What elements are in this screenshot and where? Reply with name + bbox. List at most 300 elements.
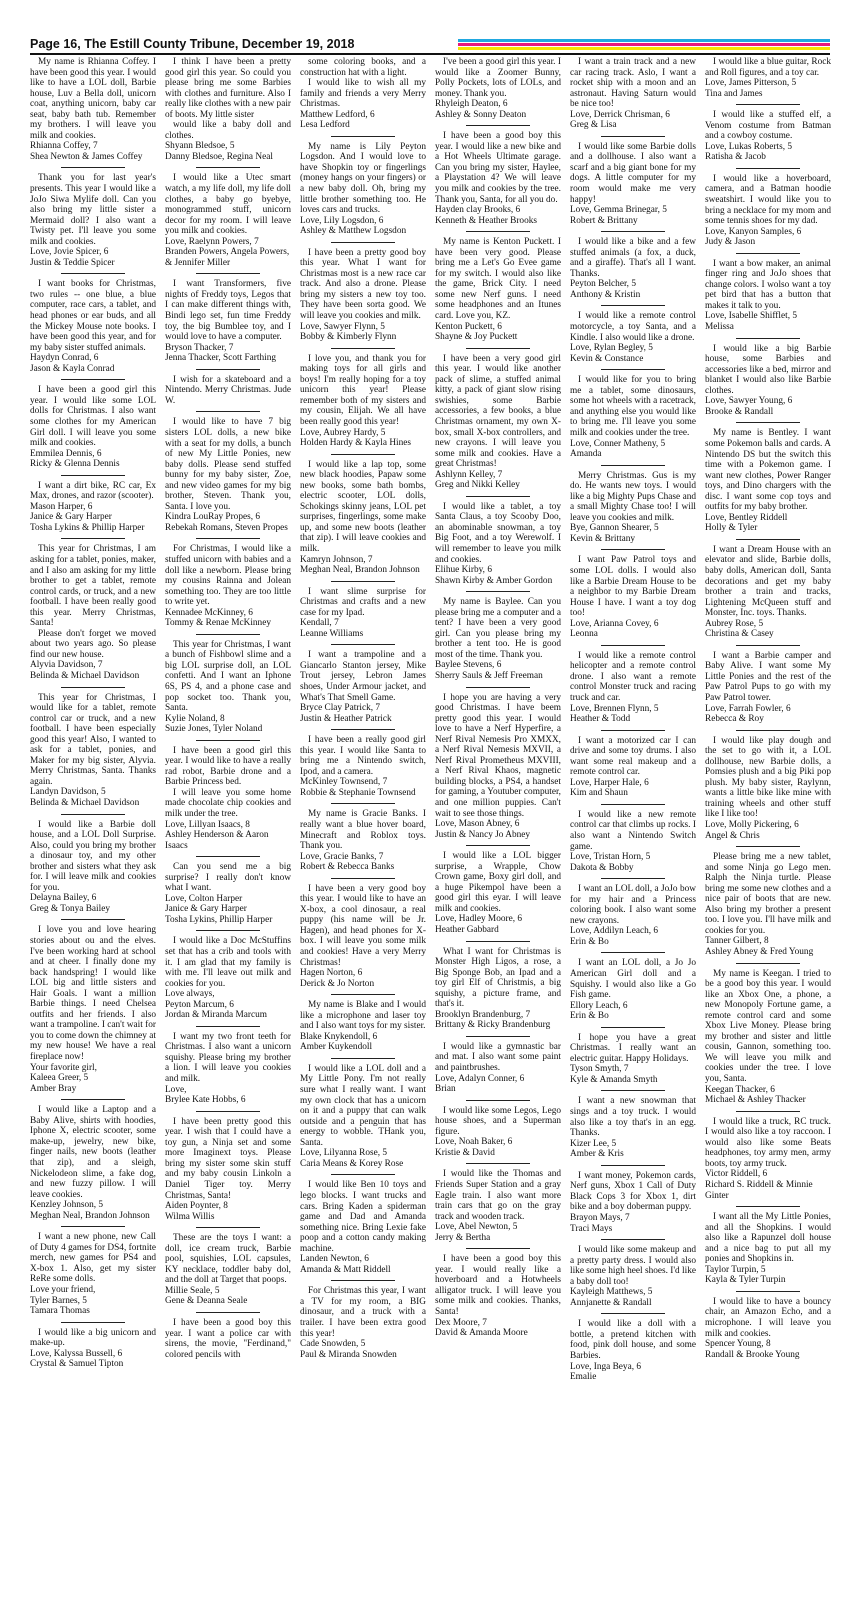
letter-signature: Tina and James [705, 88, 763, 99]
letter-signature: Love, Gemma Brinegar, 5 [570, 205, 667, 216]
santa-letter [300, 809, 426, 872]
santa-letter [30, 925, 156, 1094]
santa-letter [165, 746, 291, 851]
letter-signature: Love, Rylan Begley, 5 [570, 343, 653, 354]
letter-body: I would like a stuffed elf, a Venom costume from Batman and a cowboy costume. [705, 110, 831, 142]
santa-letter [300, 1286, 426, 1360]
letter-body: Merry Christmas. Gus is my do. He wants new toys. I would like a big Mighty Pups Chase and a small Mighty Chase too! I will leave you cookies and milk. [570, 470, 696, 523]
santa-letter [435, 1169, 561, 1243]
letter-separator [466, 1036, 530, 1037]
letter-signature: Love, [165, 1084, 187, 1095]
letter-body: This year for Christmas, I want a bunch of Fishbowl slime and a big LOL surprise doll, an LOL confetti. And I want an Iphone 6S, PS 4, and a phone case and pop socket too. Thank you, Santa. [165, 639, 291, 714]
letter-signature: Love, Lillyan Isaacs, 8 [165, 819, 250, 830]
letter-signature: Love, Lukas Roberts, 5 [705, 141, 793, 152]
letter-signature: Love, Sawyer Young, 6 [705, 396, 793, 407]
letter-signature: Belinda & Michael Davidson [30, 670, 140, 681]
letter-signature: Janice & Gary Harper [30, 512, 112, 523]
letter-body: I want slime surprise for Christmas and crafts and a new case for my Ipad. [300, 586, 426, 618]
letter-body: I want a Dream House with an elevator and slide, Barbie dolls, baby dolls, American doll, Santa decorations and get my baby brother a train and tracks, Lightening McQueen stuff and Monster, Inc. toys. Thanks. [705, 544, 831, 619]
letter-body: I have been a good boy this year. I would really like a hoverboard and a Hotwheels alligator truck. I will leave you some milk and cookies. Thanks, Santa! [435, 1254, 561, 1317]
letter-signature: Rebecca & Roy [705, 714, 764, 725]
letter-signature: Kevin & Constance [570, 353, 644, 364]
santa-letter [165, 862, 291, 925]
letter-signature: Tanner Gilbert, 8 [705, 936, 769, 947]
letter-separator [61, 1322, 125, 1323]
letter-signature: Delayna Bailey, 6 [30, 893, 97, 904]
letter-signature: Love, Bentley Riddell [705, 512, 788, 523]
letter-body: I would like play dough and the set to go with it, a LOL dollhouse, new Barbie dolls, a Pomsies plush and a big Piki pop plush. My baby sister, Raylynn, wants a little bike like mine with training wheels and other stuff like I like too! [705, 735, 831, 820]
santa-letter [570, 311, 696, 364]
letter-signature: Keegan Thacker, 6 [705, 1084, 775, 1095]
magenta-bar [458, 43, 830, 46]
santa-letter [570, 375, 696, 459]
letter-body: This year for Christmas, I am asking for a tablet, ponies, maker, and I also am asking for my little brother to get a tablet, remote control cards, or truck, and a new football. I have been really good this year. Merry Christmas, Santa! [30, 544, 156, 629]
letter-body: Please don't forget we moved about two years ago. So please find our new house. [30, 628, 156, 660]
letter-body: I will leave you some home made chocolate chip cookies and milk under the tree. [165, 787, 291, 819]
letter-body: For Christmas, I would like a stuffed unicorn with babies and a doll like a newborn. Please bring my cousins Rainna and Jolean something too. They are too little to write yet. [165, 544, 291, 608]
letter-signature: Kylie Noland, 8 [165, 713, 225, 724]
letter-separator [331, 242, 395, 243]
letter-signature: Bryce Clay Patrick, 7 [300, 703, 381, 714]
letter-body: I would like a Barbie doll house, and a LOL Doll Surprise. Also, could you bring my brother a dinosaur toy, and my other brother and sisters what they ask for. I will leave milk and cookies for you. [30, 819, 156, 893]
letter-signature: Love your friend, [30, 1284, 96, 1295]
letter-body: I want all the My Little Ponies, and all the Shopkins. I would also like a Rapunzel doll house and a nice bag to put all my ponies and Shopkins in. [705, 1212, 831, 1265]
column-5 [570, 57, 696, 1617]
santa-letter [30, 1232, 156, 1316]
santa-letter [165, 640, 291, 735]
letter-body: I hope you have a great Christmas. I really want an electric guitar. Happy Holidays. [570, 1032, 696, 1064]
letter-signature: Tyler Barnes, 5 [30, 1295, 87, 1306]
santa-letter [705, 57, 831, 99]
santa-letter [165, 1318, 291, 1360]
letter-signature: Leanne Williams [300, 628, 364, 639]
letter-signature: Bobby & Kimberly Flynn [300, 332, 397, 343]
letter-signature: Love, Inga Beya, 6 [570, 1361, 641, 1372]
letter-signature: Tyson Smyth, 7 [570, 1064, 629, 1075]
letter-signature: Bye, Gannon Shearer, 5 [570, 523, 659, 534]
column-1 [30, 57, 156, 1617]
letter-body: I would like a blue guitar, Rock and Roll figures, and a toy car. [705, 57, 831, 78]
page-title: Page 16, The Estill County Tribune, December 19, 2018 [30, 37, 355, 51]
letter-signature: Kayleigh Matthews, 5 [570, 1287, 653, 1298]
santa-letter [570, 1171, 696, 1234]
letter-body: I want books for Christmas, two rules -- one blue, a blue computer, race cars, a tablet, and head phones or ear buds, and all the Mickey Mouse note books. I have been good this year, and for my baby sister stuffed animals. [30, 279, 156, 353]
letter-signature: Mason Harper, 6 [30, 501, 93, 512]
letter-body: I would like a new remote control car that climbs up rocks. I also want a Nintendo Switch game. [570, 809, 696, 852]
letter-separator [601, 231, 665, 232]
letter-body: I would like a remote control helicopter and a remote control drone. I also want a remote control Monster truck and racing truck and car. [570, 650, 696, 703]
santa-letter [30, 173, 156, 268]
santa-letter [300, 460, 426, 576]
letter-signature: Derick & Jo Norton [300, 978, 375, 989]
letter-body: I want money, Pokemon cards, Nerf guns, Xbox 1 Call of Duty Black Cops 3 for Xbox 1, dirt bike and a boy doberman puppy. [570, 1170, 696, 1213]
letter-body: I have been a good girl this year. I would like some LOL dolls for Christmas. I also want some clothes for my American Girl doll. I will leave you some milk and cookies. [30, 385, 156, 449]
letter-signature: Love, Farrah Fowler, 6 [705, 703, 791, 714]
letter-body: some coloring books, and a construction hat with a light. [300, 57, 426, 78]
letter-separator [601, 804, 665, 805]
letter-signature: Kenzley Johnson, 5 [30, 1200, 104, 1211]
letter-signature: Amber Kuykendoll [300, 1042, 373, 1053]
letter-body: I want a bow maker, an animal finger ring and JoJo shoes that change colors. I wolso want a toy pet bird that has a button that makes it talk to you. [705, 258, 831, 311]
letter-separator [331, 454, 395, 455]
letter-body: I would like to have a bouncy chair, an Amazon Echo, and a microphone. I will leave you milk and cookies. [705, 1296, 831, 1339]
letter-signature: Richard S. Riddell & Minnie Ginter [705, 1179, 813, 1201]
letter-signature: Amanda [570, 449, 602, 460]
letter-signature: Erin & Bo [570, 1011, 609, 1022]
letter-signature: Ashlynn Kelley, 7 [435, 469, 503, 480]
santa-letter [570, 1096, 696, 1159]
letter-signature: Ellory Leach, 6 [570, 1000, 628, 1011]
santa-letter [570, 1245, 696, 1308]
letter-body: I would like a Laptop and a Baby Alive, shirts with hoodies, Iphone X, electric scooter, some make-up, jewelry, new bike, finger nails, new boots (leather that zip), and a sleigh, Nickelodeon slime, a fake dog, and new fuzzy pillow. I will leave cookies. [30, 1105, 156, 1200]
letter-separator [601, 878, 665, 879]
santa-letter [435, 131, 561, 226]
letter-signature: Judy & Jason [705, 237, 756, 248]
letter-signature: Branden Powers, Angela Powers, & Jennifer Miller [165, 247, 290, 268]
letter-signature: Peyton Belcher, 5 [570, 279, 636, 290]
letter-separator [601, 369, 665, 370]
letter-signature: Randall & Brooke Young [705, 1349, 800, 1360]
letter-signature: Robert & Brittany [570, 215, 638, 226]
letter-body: I would like for you to bring me a tablet, some dinosaurs, some hot wheels with a racetrack, and anything else you would like to bring me. I'll leave you some milk and cookies under the tree. [570, 375, 696, 438]
letter-separator [196, 273, 260, 274]
santa-letter [30, 1105, 156, 1221]
santa-letter [165, 375, 291, 407]
letter-signature: Greg & Lisa [570, 120, 617, 131]
letter-signature: Landen Newton, 6 [300, 1254, 369, 1265]
letter-signature: Greg & Tonya Bailey [30, 903, 110, 914]
letter-signature: Holden Hardy & Kayla Hines [300, 438, 412, 449]
letter-signature: Belinda & Michael Davidson [30, 798, 140, 808]
letter-separator [196, 369, 260, 370]
letter-signature: Kayla & Tyler Turpin [705, 1275, 786, 1286]
letter-separator [466, 348, 530, 349]
letter-separator [331, 803, 395, 804]
santa-letter [705, 545, 831, 640]
letter-signature: Kamryn Johnson, 7 [300, 554, 373, 565]
letter-separator [466, 1248, 530, 1249]
santa-letter [705, 110, 831, 163]
santa-letter [165, 279, 291, 363]
santa-letter [165, 1032, 291, 1106]
letter-separator [61, 167, 125, 168]
letter-separator [61, 1226, 125, 1227]
letter-signature: Holly & Tyler [705, 523, 758, 534]
letter-signature: Love, Addilyn Leach, 6 [570, 926, 659, 937]
letter-signature: Love, Derrick Chrisman, 6 [570, 109, 670, 120]
letter-body: I've been a good girl this year. I would like a Zoomer Bunny, Polly Pockets, lots of LOLs, and money. Thank you. [435, 57, 561, 99]
letter-body: I would like a hoverboard, camera, and a Batman hoodie sweatshirt. I would like you to bring a necklace for my mom and some tennis shoes for my dad. [705, 173, 831, 227]
letter-signature: Love, Arianna Covey, 6 [570, 618, 659, 629]
santa-letter [165, 1233, 291, 1307]
letter-separator [331, 1280, 395, 1281]
letter-signature: Dex Moore, 7 [435, 1317, 487, 1328]
letter-signature: Anthony & Kristin [570, 289, 641, 300]
letter-signature: Janice & Gary Harper [165, 904, 247, 915]
letter-signature: Angel & Chris [705, 830, 760, 841]
letter-body: I think I have been a pretty good girl this year. So could you please bring me some Barbies with clothes and furniture. Also I really like clothes with a new pair of boots. My little sister [165, 57, 291, 120]
letter-separator [61, 273, 125, 274]
santa-letter [705, 1212, 831, 1286]
letter-signature: Brayon Mays, 7 [570, 1212, 630, 1223]
letter-signature: Jordan & Miranda Marcum [165, 1010, 267, 1021]
letter-signature: Brylee Kate Hobbs, 6 [165, 1095, 246, 1106]
santa-letter [570, 736, 696, 799]
letter-signature: Love, Mason Abney, 6 [435, 819, 520, 830]
letter-signature: Dakota & Bobby [570, 862, 634, 873]
letter-body: I would like a LOL doll and a My Little Pony. I'm not really sure what I really want. I want my own clock that has a unicorn on it and a puppy that can walk outside and a penguin that has energy to wobble. THank you, Santa. [300, 1063, 426, 1148]
letter-signature: Brooke & Randall [705, 406, 774, 417]
letter-signature: Elihue Kirby, 6 [435, 565, 492, 576]
letter-separator [331, 644, 395, 645]
letter-signature: Brittany & Ricky Brandenburg [435, 1020, 551, 1031]
letter-body: I would like a Utec smart watch, a my life doll, my life doll clothes, a baby go byebye, monogrammed stuff, unicorn decor for my room. I will leave you milk and cookies. [165, 173, 291, 237]
letter-separator [466, 591, 530, 592]
letter-signature: Emmilea Dennis, 6 [30, 448, 102, 459]
letter-signature: Wilma Willis [165, 1211, 215, 1222]
letter-signature: Heather Gabbard [435, 925, 499, 936]
letter-separator [601, 136, 665, 137]
letter-body: My name is Lily Peyton Logsdon. And I would love to have Shopkin toy or fingerlings (money hangs on your fingers) or a new baby doll. Oh, bring my little brother something too. He loves cars and trucks. [300, 141, 426, 216]
letter-body: I love you, and thank you for making toys for all girls and boys! I'm really hoping for a toy unicorn this year! Please remember both of my sisters and my cousin, Elijah. We all have been really good this year! [300, 353, 426, 427]
letter-separator [601, 1165, 665, 1166]
letter-signature: Meghan Neal, Brandon Johnson [300, 565, 420, 576]
letter-signature: Ashley & Sonny Deaton [435, 109, 527, 120]
letter-separator [736, 730, 800, 731]
letter-separator [466, 231, 530, 232]
letter-separator [601, 1090, 665, 1091]
letter-signature: Kristie & David [435, 1147, 495, 1158]
letter-body: I would like a gymnastic bar and mat. I also want some paint and paintbrushes. [435, 1041, 561, 1074]
santa-letter [30, 544, 156, 681]
letter-signature: Jenna Thacker, Scott Farthing [165, 353, 276, 364]
letter-body: I want my two front teeth for Christmas. I also want a unicorn squishy. Please bring my brother a lion. I will leave you cookies and milk. [165, 1031, 291, 1085]
letter-separator [736, 253, 800, 254]
letter-signature: Aubrey Rose, 5 [705, 618, 764, 629]
letter-body: I have been a very good girl this year. I would like another pack of slime, a stuffed animal kitty, a pack of giant slow rising swishies, some Barbie accessories, a few books, a blue Christmas ornament, my own X-box, small X-box controllers, and new crayons. I will leave you some milk and cookies. Have a great Christmas! [435, 353, 561, 470]
letter-body: I would like a doll with a bottle, a pretend kitchen with food, pink doll house, and some Barbies. [570, 1319, 696, 1361]
letter-separator [736, 1291, 800, 1292]
letter-separator [736, 104, 800, 105]
letter-separator [331, 581, 395, 582]
santa-letter [300, 354, 426, 449]
letter-signature: Justin & Heather Patrick [300, 713, 392, 724]
letter-signature: Love, Lilyanna Rose, 5 [300, 1148, 388, 1159]
letter-signature: Hayden clay Brooks, 6 [435, 205, 521, 216]
letter-separator [466, 941, 530, 942]
letter-signature: Amber Bray [30, 1083, 77, 1094]
letter-separator [196, 1111, 260, 1112]
letter-separator [196, 1227, 260, 1228]
letter-body: I want a train track and a new car racing track. Aslo, I want a rocket ship with a moon and an astronaut. Having Saturn would be nice too! [570, 57, 696, 110]
santa-letter [435, 851, 561, 935]
letter-separator [331, 348, 395, 349]
santa-letter [705, 736, 831, 841]
letter-body: I want a motorized car I can drive and some toy drums. I also want some real makeup and a remote control car. [570, 735, 696, 778]
letter-body: My name is Baylee. Can you please bring me a computer and a tent? I have been a very good girl. Can you please bring my brother a tent too. He is good most of the time. Thank you. [435, 597, 561, 660]
letter-signature: Love, Isabelle Shifflet, 5 [705, 311, 797, 322]
santa-letter [165, 173, 291, 268]
santa-letter [435, 947, 561, 1031]
letter-signature: Greg and Nikki Kelley [435, 480, 520, 491]
santa-letter [165, 1117, 291, 1222]
letter-body: I would like some makeup and a pretty party dress. I would also like some high heel shoes. I'd like a baby doll too! [570, 1245, 696, 1287]
letter-separator [61, 538, 125, 539]
letter-signature: Peyton Marcum, 6 [165, 999, 234, 1010]
letter-body: My name is Blake and I would like a microphone and laser toy and I also want toys for my sister. [300, 1000, 426, 1032]
santa-letter [570, 1319, 696, 1382]
letter-separator [61, 687, 125, 688]
letter-body: I want Paw Patrol toys and some LOL dolls. I would also like a Barbie Dream House to be a neighbor to my Barbie Dream House I have. I want a toy dog too! [570, 555, 696, 619]
letter-separator [736, 1111, 800, 1112]
letter-separator [736, 422, 800, 423]
letter-body: I want a Barbie camper and Baby Alive. I want some My Little Ponies and the rest of the Paw Patrol Pups to go with my Paw Patrol tower. [705, 650, 831, 703]
letter-separator [196, 740, 260, 741]
letter-body: I want an LOL doll, a Jo Jo American Girl doll and a Squishy. I would also like a Go Fish game. [570, 958, 696, 1001]
letter-signature: Love, Brennen Flynn, 5 [570, 703, 659, 714]
letter-separator [736, 1206, 800, 1207]
letter-body: Thank you for last year's presents. This year I would like a JoJo Siwa Mylife doll. Can you also bring my little sister a Mermaid doll? I also want a Twisty pet. I'll leave you some milk and cookies. [30, 173, 156, 247]
letter-body: What I want for Christmas is Monster High Ligos, a rose, a Big Sponge Bob, an Ipad and a toy girl Elf of Christmis, a big squishy, a picture frame, and that's it. [435, 946, 561, 1010]
letter-body: I would like Ben 10 toys and lego blocks. I want trucks and cars. Bring Kaden a spiderman game and Dad and Amanda something nice. Bring Lexie fake poop and a cotton candy making machine. [300, 1180, 426, 1254]
letter-signature: Matthew Ledford, 6 [300, 109, 375, 120]
santa-letter [435, 1042, 561, 1095]
letter-separator [736, 539, 800, 540]
letter-body: My name is Keegan. I tried to be a good boy this year. I would like an Xbox One, a phone, a new Monopoly Fortune game, a remote control card and some Xbox Live Money. Please bring my brother and sister and little cousin, Gannon, something too. We will leave you milk and cookies under the tree. I love you, Santa. [705, 968, 831, 1085]
santa-letter [165, 417, 291, 533]
santa-letter [705, 852, 831, 957]
santa-letter [570, 958, 696, 1021]
santa-letter [705, 1297, 831, 1360]
letter-signature: Love, Abel Newton, 5 [435, 1222, 518, 1233]
letter-signature: Millie Seale, 5 [165, 1285, 220, 1296]
letter-signature: Cade Snowden, 5 [300, 1339, 366, 1350]
santa-letter [30, 693, 156, 809]
letter-separator [196, 634, 260, 635]
letter-separator [466, 1163, 530, 1164]
letter-separator [331, 729, 395, 730]
letter-signature: Sherry Sauls & Jeff Freeman [435, 670, 543, 681]
santa-letter [570, 1033, 696, 1086]
santa-letter [435, 597, 561, 681]
letter-signature: Blake Knykendoll, 6 [300, 1031, 378, 1042]
santa-letter [705, 651, 831, 725]
letter-signature: Justin & Nancy Jo Abney [435, 829, 531, 840]
santa-letter [300, 1064, 426, 1169]
santa-letter [570, 57, 696, 131]
letter-signature: Crystal & Samuel Tipton [30, 1359, 124, 1370]
santa-letter [300, 57, 426, 131]
letter-body: I have been a good boy this year. I want a police car with sirens, the movie, "Ferdinand," colored pencils with [165, 1317, 291, 1360]
letter-separator [196, 538, 260, 539]
letter-signature: Jerry & Bertha [435, 1232, 491, 1243]
letter-signature: McKinley Townsend, 7 [300, 777, 388, 788]
letter-body: Can you send me a big surprise? I really don't know what I want. [165, 862, 291, 894]
letter-body: My name is Rhianna Coffey. I have been good this year. I would like to have a LOL doll, Barbie house, Luv a Bella doll, unicorn coat, anything unicorn, baby car seat, baby bath tub. Remember my brothers. I will leave you milk and cookies. [30, 57, 156, 141]
letter-signature: Kaleea Greer, 5 [30, 1073, 89, 1084]
letter-separator [736, 963, 800, 964]
letter-signature: Love, Sawyer Flynn, 5 [300, 321, 385, 332]
letter-body: I want a trampoline and a Giancarlo Stanton jersey, Mike Trout jersey, Lebron James shoes, Under Armour jacket, and What's That Smell Game. [300, 650, 426, 703]
letter-body: These are the toys I want: a doll, ice cream truck, Barbie pool, squishies, LOL capsules, KY necklace, toddler baby dol, and the doll at Target that poops. [165, 1233, 291, 1286]
letter-signature: Shayne & Joy Puckett [435, 332, 518, 343]
letter-body: I wish for a skateboard and a Nintendo. Merry Christmas. Jude W. [165, 374, 291, 406]
letter-signature: Baylee Stevens, 6 [435, 660, 502, 671]
letter-body: I would like a remote control motorcycle, a toy Santa, and a Kindle. I also would like a drone. [570, 311, 696, 343]
santa-letter [30, 1328, 156, 1370]
letter-body: I would like a truck, RC truck. I would also like a toy raccoon. I would also like some Beats headphones, toy army men, army boots, toy army truck. [705, 1116, 831, 1169]
santa-letter [570, 471, 696, 545]
letter-body: I would like some Legos, Lego house shoes, and a Superman figure. [435, 1105, 561, 1137]
letter-body: I have been a good girl this year. I would like to have a really rad robot, Barbie drone and a Barbie Princess bed. [165, 745, 291, 788]
letter-signature: Taylor Turpin, 5 [705, 1264, 766, 1275]
letter-separator [601, 730, 665, 731]
letter-signature: Spencer Young, 8 [705, 1339, 771, 1350]
letter-signature: Kevin & Brittany [570, 533, 636, 544]
santa-letter [570, 555, 696, 639]
letter-signature: Paul & Miranda Snowden [300, 1349, 397, 1360]
letter-signature: Love, Harper Hale, 6 [570, 777, 649, 788]
letter-separator [196, 167, 260, 168]
letter-body: I would like a bike and a few stuffed animals (a fox, a duck, and a giraffe). That's all I want. Thanks. [570, 237, 696, 279]
letter-separator [466, 496, 530, 497]
letter-signature: Love, Raelynn Powers, 7 [165, 236, 259, 247]
letter-body: I would like a tablet, a toy Santa Claus, a toy Scooby Doo, an abominable snowman, a toy Big Foot, and a toy Werewolf. I will remember to leave you milk and cookies. [435, 501, 561, 565]
letter-body: would like a baby doll and clothes. [165, 120, 291, 141]
letter-separator [61, 919, 125, 920]
santa-letter [300, 884, 426, 989]
letter-signature: Love, Colton Harper [165, 893, 243, 904]
column-3 [300, 57, 426, 1617]
letter-signature: Amber & Kris [570, 1149, 624, 1160]
cyan-bar [458, 39, 830, 42]
santa-letter [435, 354, 561, 491]
letter-signature: Lesa Ledford [300, 120, 350, 131]
letter-separator [601, 1239, 665, 1240]
letter-body: My name is Bentley. I want some Pokemon balls and cards. A Nintendo DS but the switch this time with a Pokemon game. I want new clothes, Power Ranger toys, and Dino chargers with the disc. I want some cop toys and outfits for my baby brother. [705, 428, 831, 513]
letter-signature: Traci Mays [570, 1223, 613, 1234]
letter-separator [601, 1027, 665, 1028]
letter-separator [601, 1313, 665, 1314]
santa-letter [435, 502, 561, 586]
santa-letter [705, 969, 831, 1106]
letter-separator [331, 1058, 395, 1059]
letter-signature: Kyle & Amanda Smyth [570, 1074, 658, 1085]
letter-signature: Kizer Lee, 5 [570, 1138, 617, 1149]
santa-letter [300, 735, 426, 798]
letter-signature: Rebekah Romans, Steven Propes [165, 522, 288, 533]
letter-separator [466, 125, 530, 126]
santa-letter [570, 237, 696, 300]
letter-body: I would like the Thomas and Friends Super Station and a gray Eagle train. I also want more train cars that go on the gray track and wooden track. [435, 1169, 561, 1222]
yellow-bar [458, 47, 830, 50]
letter-signature: Shea Newton & James Coffey [30, 151, 143, 162]
letter-signature: Bryson Thacker, 7 [165, 342, 234, 353]
santa-letter [705, 428, 831, 533]
letter-body: For Christmas this year, I want a TV for my room, a BIG dinosaur, and a truck with a trailer. I have been extra good this year! [300, 1286, 426, 1339]
letter-body: I want a dirt bike, RC car, Ex Max, drones, and razor (scooter). [30, 480, 156, 502]
letter-signature: Love, Jovie Spicer, 6 [30, 247, 109, 258]
santa-letter [705, 259, 831, 333]
letter-separator [736, 645, 800, 646]
letter-separator [466, 687, 530, 688]
letter-body: I would like a big unicorn and make-up. [30, 1327, 156, 1349]
letter-signature: Robbie & Stephanie Townsend [300, 787, 416, 798]
letter-signature: Ashley Abney & Fred Young [705, 947, 814, 958]
letter-signature: Love, Kalyssa Bussell, 6 [30, 1348, 123, 1359]
santa-letter [165, 544, 291, 628]
santa-letter [435, 693, 561, 841]
